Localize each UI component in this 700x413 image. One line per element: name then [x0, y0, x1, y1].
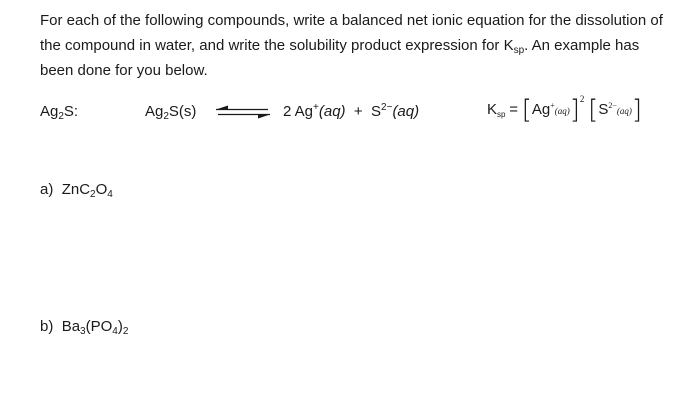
- question-b: b) $Ba_3(PO_4)_2$: [40, 318, 129, 337]
- equilibrium-arrows-icon: [214, 105, 274, 119]
- example-compound-label: $Ag_2S$:: [40, 103, 79, 122]
- example-products: 2 $Ag^+(aq) + S^{2-}(aq)$: [283, 102, 420, 120]
- instructions-text: For each of the following compounds, write a balanced net ionic equation for the dissolution of the compound in water, and write the solubility product expression for $K_{sp}$. An example has been done for you below.: [40, 12, 663, 79]
- question-a: a) $ZnC_2O_4$: [40, 181, 113, 200]
- example-reactant: $Ag_2S(s)$: [145, 103, 197, 122]
- ksp-expression: $K_{sp} = [Ag^+(aq)]^2$ $[S^{2-}(aq)]$: [487, 94, 643, 125]
